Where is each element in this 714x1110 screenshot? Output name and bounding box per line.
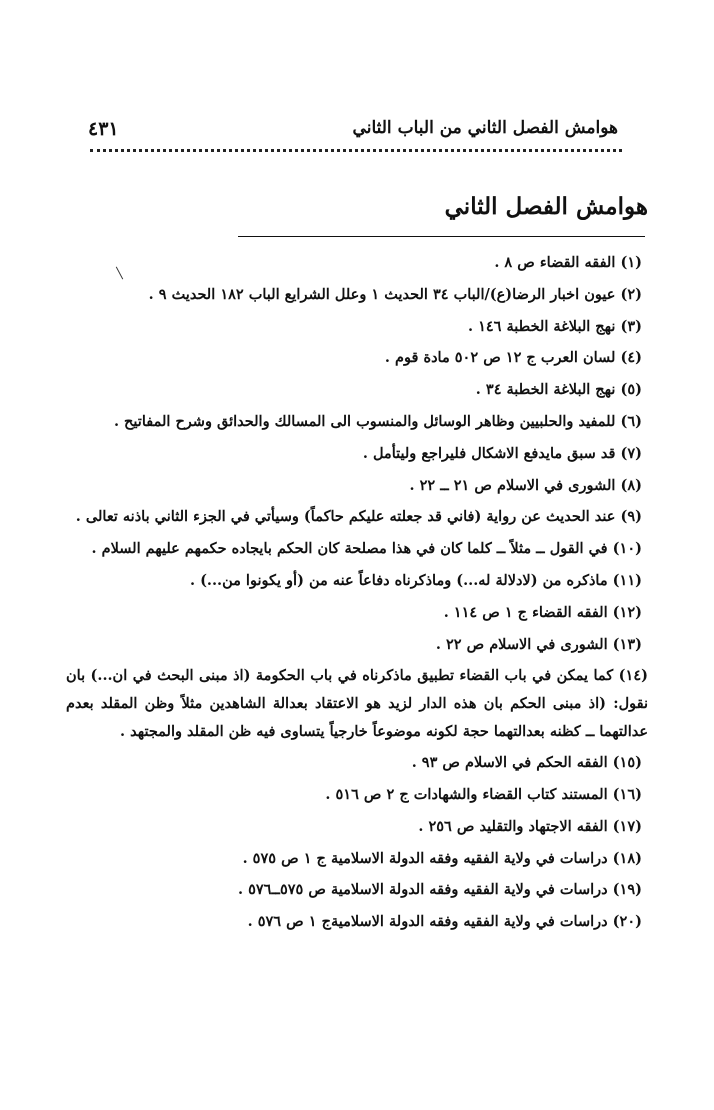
footnote-text: قد سبق مايدفع الاشكال فليراجع وليتأمل . [362, 444, 616, 462]
footnote-number: (٥) [620, 381, 642, 399]
footnote-item [72, 747, 642, 779]
footnote-item [72, 906, 642, 938]
footnote-text: الشورى في الاسلام ص ٢٢ . [435, 635, 608, 653]
footnote-number: (١) [620, 254, 642, 271]
footnote-item [72, 779, 642, 811]
footnote-text: الفقه القضاء ج ١ ص ١١٤ . [443, 603, 608, 621]
footnote-number: (١٠) [612, 540, 642, 558]
footnote-item [66, 660, 648, 747]
footnote-item [72, 811, 642, 843]
footnote-text: دراسات في ولاية الفقيه وفقه الدولة الاسلاميةج ١ ص ٥٧٦ . [247, 913, 608, 931]
footnote-text: الفقه القضاء ص ٨ . [494, 254, 616, 271]
footnote-number: (٤) [620, 349, 642, 367]
section-title: هوامش الفصل الثاني [444, 193, 648, 220]
footnote-item [72, 406, 642, 438]
footnote-number: (٩) [620, 508, 642, 526]
page-header [88, 118, 628, 158]
footnote-text: الشورى في الاسلام ص ٢١ ــ ٢٢ . [409, 476, 616, 494]
footnote-item [72, 311, 642, 343]
footnote-item [72, 342, 642, 374]
page-number: ٤٣١ [88, 118, 119, 140]
footnote-number: (٦) [620, 412, 642, 430]
footnote-text: الفقه الحكم في الاسلام ص ٩٣ . [411, 754, 608, 772]
footnote-number: (١٩) [612, 881, 642, 899]
footnote-number: (١٦) [612, 785, 642, 803]
footnote-text: ماذكره من (لادلالة له...) وماذكرناه دفاعاً عنه من (أو يكونوا من...) . [189, 571, 608, 589]
footnote-item [72, 533, 642, 565]
footnote-number: (١٣) [612, 635, 642, 653]
footnote-text: عند الحديث عن رواية (فاني قد جعلته عليكم حاكماً) وسيأتي في الجزء الثاني باذنه تعالى . [75, 508, 616, 526]
footnote-text: لسان العرب ج ١٢ ص ٥٠٢ مادة قوم . [384, 349, 616, 367]
footnote-text: عيون اخبار الرضا(ع)/الباب ٣٤ الحديث ١ وعلل الشرايع الباب ١٨٢ الحديث ٩ . [148, 285, 616, 303]
footnote-text: نهج البلاغة الخطبة ١٤٦ . [468, 317, 616, 335]
footnote-item [72, 247, 642, 279]
footnote-number: (٧) [620, 444, 642, 462]
footnote-text: في القول ــ مثلاً ــ كلما كان في هذا مصلحة كان الحكم بايجاده حكمهم عليهم السلام . [91, 540, 608, 558]
footnote-number: (١٧) [612, 817, 642, 835]
footnote-text: كما يمكن في باب القضاء تطبيق ماذكرناه في باب الحكومة (اذ مبنى البحث في ان...) بان نقول: (اذ مبنى الحكم بان هذه الدار لزيد هو الاعتقاد بعدالة الشاهدين مثلاً وظن المقلد بعدم عدالتهما ــ كظنه بعدالتهما حجة لكونه موضوعاً خارجياً يتساوى فيه ظن المقلد والمجتهد . [66, 667, 648, 740]
footnote-number: (٢) [620, 285, 642, 303]
footnote-text: الفقه الاجتهاد والتقليد ص ٢٥٦ . [418, 817, 608, 835]
footnote-item [72, 629, 642, 661]
footnote-number: (٨) [620, 476, 642, 494]
footnote-item [72, 597, 642, 629]
footnote-number: (١٢) [612, 603, 642, 621]
footnote-text: نهج البلاغة الخطبة ٣٤ . [475, 381, 616, 399]
footnote-item [72, 374, 642, 406]
footnote-text: دراسات في ولاية الفقيه وفقه الدولة الاسلامية ج ١ ص ٥٧٥ . [242, 849, 608, 867]
footnote-text: للمفيد والحلبيين وظاهر الوسائل والمنسوب الى المسالك والحدائق وشرح المفاتيح . [113, 412, 616, 430]
footnote-number: (١٤) [618, 667, 648, 685]
title-underline-divider [238, 236, 645, 237]
footnote-number: (١٥) [612, 754, 642, 772]
footnote-text: المستند كتاب القضاء والشهادات ج ٢ ص ٥١٦ . [325, 785, 608, 803]
footnote-text: دراسات في ولاية الفقيه وفقه الدولة الاسلامية ص ٥٧٥ــ٥٧٦ . [237, 881, 608, 899]
footnote-item [72, 470, 642, 502]
running-title: هوامش الفصل الثاني من الباب الثاني [352, 118, 618, 138]
footnote-item [72, 874, 642, 906]
header-dotted-divider [90, 149, 622, 152]
footnote-item [72, 279, 642, 311]
footnote-item [72, 565, 642, 597]
footnotes-list [66, 247, 648, 938]
footnote-item [72, 438, 642, 470]
footnote-item [72, 843, 642, 875]
footnote-item [72, 501, 642, 533]
footnote-number: (٣) [620, 317, 642, 335]
footnote-number: (١٨) [612, 849, 642, 867]
footnote-number: (١١) [612, 571, 642, 589]
footnote-number: (٢٠) [612, 913, 642, 931]
